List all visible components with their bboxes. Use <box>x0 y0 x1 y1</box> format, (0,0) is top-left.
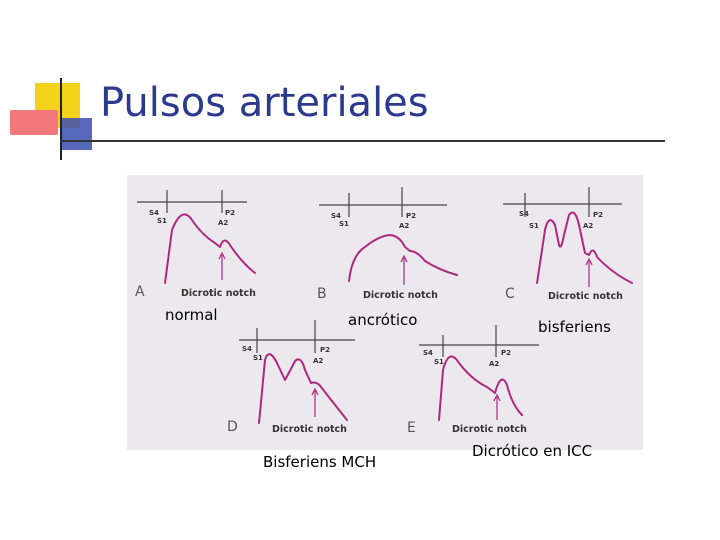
svg-text:C: C <box>505 286 515 302</box>
svg-text:Dicrotic notch: Dicrotic notch <box>452 424 527 435</box>
svg-text:S1: S1 <box>529 222 539 230</box>
caption-normal: normal <box>165 306 218 324</box>
svg-text:P2: P2 <box>320 346 331 354</box>
svg-text:S1: S1 <box>434 358 444 366</box>
svg-text:P2: P2 <box>501 349 512 357</box>
svg-text:Dicrotic notch: Dicrotic notch <box>363 290 438 301</box>
title-divider <box>60 140 665 142</box>
svg-text:P2: P2 <box>593 211 604 219</box>
svg-text:A2: A2 <box>583 222 594 230</box>
caption-bisferiens-mch: Bisferiens MCH <box>263 453 377 471</box>
svg-text:Dicrotic notch: Dicrotic notch <box>272 424 347 435</box>
svg-text:A2: A2 <box>489 360 500 368</box>
svg-text:S4: S4 <box>242 345 252 353</box>
svg-text:S1: S1 <box>339 220 349 228</box>
svg-text:S4: S4 <box>331 212 341 220</box>
svg-text:B: B <box>317 286 327 302</box>
svg-text:S4: S4 <box>519 210 529 218</box>
svg-text:Dicrotic notch: Dicrotic notch <box>181 288 256 299</box>
svg-text:P2: P2 <box>406 212 417 220</box>
decor-vertical-line <box>60 78 62 160</box>
caption-dicrotic-icc: Dicrótico en ICC <box>472 442 593 460</box>
svg-text:A2: A2 <box>313 357 324 365</box>
svg-text:P2: P2 <box>225 209 236 217</box>
svg-text:Dicrotic notch: Dicrotic notch <box>548 291 623 302</box>
decor-red-block <box>10 110 58 135</box>
page-title: Pulsos arteriales <box>100 80 429 126</box>
decor-blue-block <box>62 118 92 150</box>
svg-text:D: D <box>227 419 238 435</box>
svg-text:S1: S1 <box>157 217 167 225</box>
svg-text:S4: S4 <box>149 209 159 217</box>
svg-text:E: E <box>407 420 416 436</box>
caption-anacrotic: ancrótico <box>348 311 418 329</box>
svg-text:S1: S1 <box>253 354 263 362</box>
svg-text:A2: A2 <box>399 222 410 230</box>
svg-text:A: A <box>135 284 145 300</box>
svg-text:A2: A2 <box>218 219 229 227</box>
svg-text:S4: S4 <box>423 349 433 357</box>
caption-bisferiens: bisferiens <box>538 318 611 336</box>
